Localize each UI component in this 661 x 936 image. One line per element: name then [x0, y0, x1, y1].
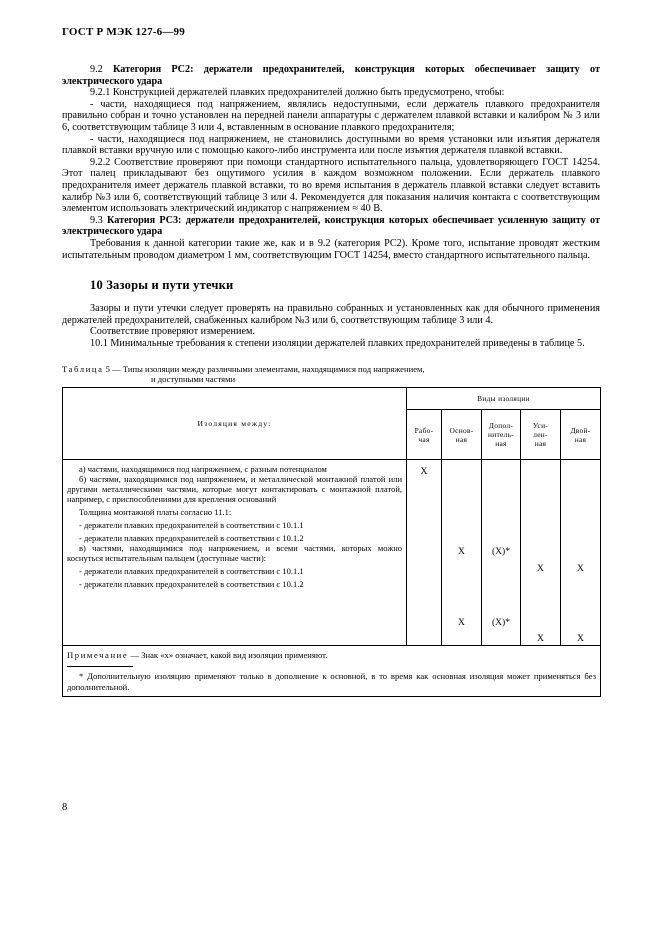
table-caption: Таблица 5 — Типы изоляции между различными элементами, находящимися под напряжением, и доступными частями	[62, 364, 425, 385]
document-page	[62, 26, 600, 697]
insulation-table	[62, 387, 601, 697]
row-b-2: - держатели плавких предохранителей в соответствии с 10.1.2	[79, 533, 304, 544]
mark-a-working: X	[420, 466, 428, 478]
document-body	[62, 64, 600, 261]
row-b-subheading: Толщина монтажной платы согласно 11.1:	[79, 507, 232, 518]
table-footnote: * Дополнительную изоляцию применяют только в дополнение к основной, в то время как основная изоляция может применяться без дополнительной.	[67, 671, 596, 692]
paragraph-10-1: 10.1 Минимальные требования к степени изоляции держателей плавких предохранителей приведены в таблице 5.	[90, 337, 585, 349]
mark-c2-reinforced: X	[537, 633, 544, 645]
mark-c2-double: X	[577, 633, 584, 645]
footnote-divider	[67, 666, 133, 667]
section-9-3-title: Категория PC3: держатели предохранителей, конструкция которых обеспечивает усиленную защиту от электрического удара	[62, 214, 601, 238]
section-9-2-title: Категория PC2: держатели предохранителей, конструкция которых обеспечивает защиту от электрического удара	[62, 64, 601, 87]
paragraph-9-2-2: 9.2.2 Соответствие проверяют при помощи стандартного испытательного пальца, удовлетворяющего ГОСТ 14254. Этот палец прикладывают без ощутимого усилия в каждом возможном положении. Если держатель плавкого предохранителя имеет держатель плавкой вставки, то во время испытания в держатель плавкой вставки следует вставить калибр №3 или 6, соответствующий таблице 3 или 4. Рекомендуется для показания наличия контакта с соответствующим элементом использовать электрический индикатор с напряжением ≈ 40 В.	[62, 156, 600, 215]
insulation-description-cell	[63, 460, 407, 646]
column-header-reinforced: Уси- лен- ная	[521, 410, 561, 460]
paragraph-9-2-1: 9.2.1 Конструкцией держателей плавких предохранителей должно быть предусмотрено, чтобы:	[90, 87, 505, 99]
document-header: ГОСТ Р МЭК 127-6—99	[62, 26, 185, 38]
double-column-cell	[561, 460, 601, 646]
column-group-insulation-types: Виды изоляции	[407, 388, 601, 410]
column-header-double: Двой- ная	[561, 410, 601, 460]
mark-c1-supplementary: (X)*	[491, 617, 511, 629]
section-9-3-heading: 9.3 Категория PC3: держатели предохранителей, конструкция которых обеспечивает усиленную защиту от электрического удара	[62, 214, 601, 238]
row-b: б) частями, находящимися под напряжением, и металлической монтажной платой или другими металлическими частями, которые могут контактировать с монтажной платой, например, с приспособлениями для крепления оснований	[67, 474, 402, 505]
table-body-row	[63, 460, 601, 646]
paragraph-9-2-1-b: - части, находящиеся под напряжением, не становились доступными во время установки или изъятия держателя плавкой вставки вручную или с помощью какого-либо инструмента или после изъятия держателя плавкой вставки.	[62, 133, 600, 157]
basic-column-cell	[442, 460, 482, 646]
mark-b2-double: X	[577, 563, 584, 575]
paragraph-9-3: Требования к данной категории такие же, как и в 9.2 (категория PC2). Кроме того, испытание проводят жестким испытательным проводом диаметром 1 мм, соответствующим ГОСТ 14254, вместо стандартного испытательного пальца.	[62, 237, 600, 261]
column-header-supplementary: Допол- нитель- ная	[482, 410, 521, 460]
reinforced-column-cell	[521, 460, 561, 646]
paragraph-10-a: Зазоры и пути утечки следует проверять на правильно собранных и установленных как для обычного применения держателей предохранителей, снабженных калибром №3 или 6, соответствующим таблице 3 или 4.	[62, 303, 600, 326]
supplementary-column-cell	[482, 460, 521, 646]
row-b-1: - держатели плавких предохранителей в соответствии с 10.1.1	[79, 520, 304, 531]
column-header-working: Рабо- чая	[407, 410, 442, 460]
page-number: 8	[62, 802, 68, 813]
row-c: в) частями, находящимися под напряжением, и всеми частями, которых можно коснуться испытательным пальцем (доступные части):	[67, 543, 402, 564]
row-a: а) частями, находящимися под напряжением, с разным потенциалом	[79, 464, 327, 475]
row-c-1: - держатели плавких предохранителей в соответствии с 10.1.1	[79, 566, 304, 577]
working-column-cell	[407, 460, 442, 646]
section-10-body	[62, 303, 600, 349]
column-header-basic: Основ- ная	[442, 410, 482, 460]
column-header-insulation-between: Изоляция между:	[63, 388, 407, 460]
paragraph-9-2-1-a: - части, находящиеся под напряжением, являлись недоступными, если держатель плавкого предохранителя правильно собран и точно установлен на передней панели аппаратуры с держателем плавкой вставки и калибром № 3 или 6, соответствующим таблице 3 или 4, вставленным в основание плавкого предохранителя;	[62, 98, 600, 133]
mark-c1-basic: X	[458, 617, 465, 629]
mark-b1-basic: X	[458, 546, 465, 558]
table-note-cell	[63, 646, 601, 697]
table-note: Примечание — Знак «х» означает, какой вид изоляции применяют.	[67, 650, 328, 661]
row-c-2: - держатели плавких предохранителей в соответствии с 10.1.2	[79, 579, 304, 590]
mark-b1-supplementary: (X)*	[491, 546, 511, 558]
paragraph-10-b: Соответствие проверяют измерением.	[90, 326, 255, 338]
section-9-2-heading: 9.2 Категория PC2: держатели предохранителей, конструкция которых обеспечивает защиту от электрического удара	[62, 64, 601, 87]
mark-b2-reinforced: X	[537, 563, 544, 575]
section-10-heading: 10 Зазоры и пути утечки	[90, 278, 234, 293]
